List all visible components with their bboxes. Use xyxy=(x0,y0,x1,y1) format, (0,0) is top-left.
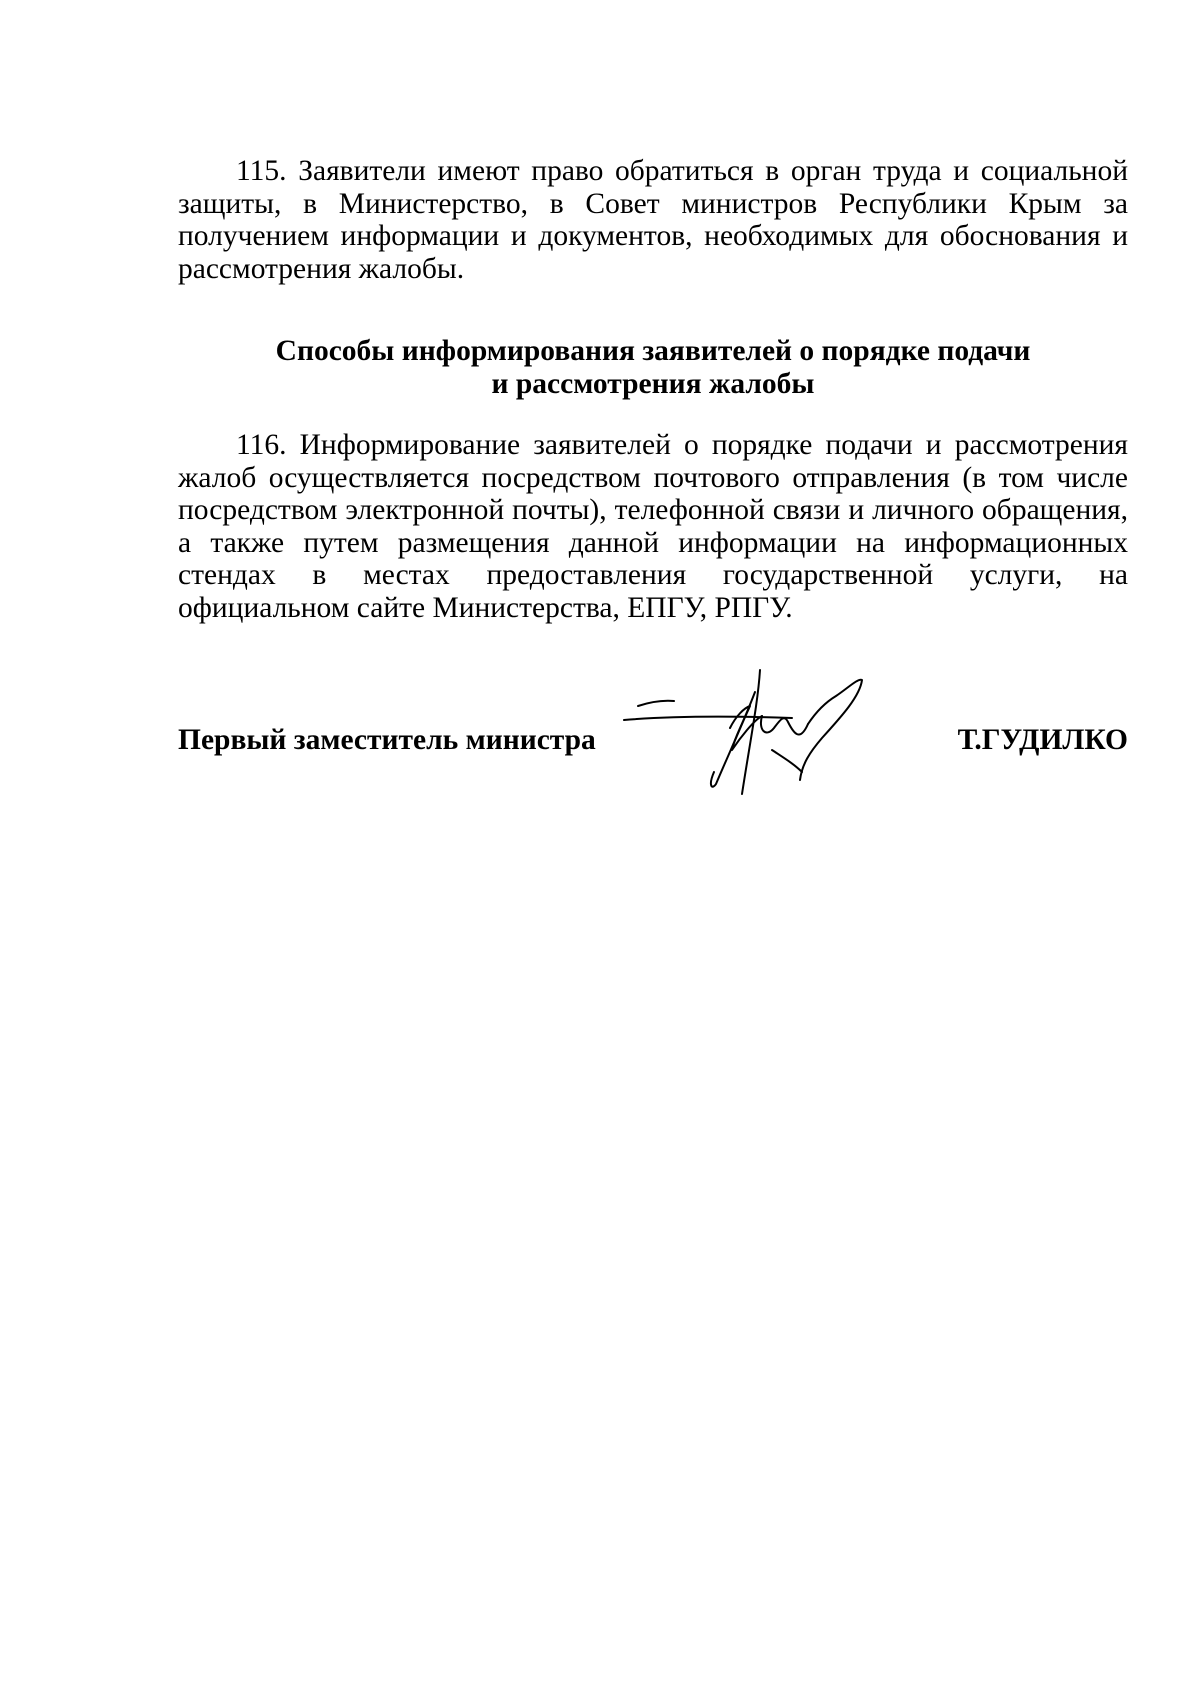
section-heading-line-2: и рассмотрения жалобы xyxy=(491,368,815,400)
paragraph-116: 116. Информирование заявителей о порядке подачи и рассмотрения жалоб осуществляется посредством почтового отправления (в том числе посредством электронной почты), телефонной связи и личного обращения, а также путем размещения данной информации на информационных стендах в местах предоставления государственной услуги, на официальном сайте Министерства, ЕПГУ, РПГУ. xyxy=(178,429,1128,624)
signatory-name: Т.ГУДИЛКО xyxy=(957,724,1128,756)
section-heading-line-1: Способы информирования заявителей о порядке подачи xyxy=(275,335,1031,367)
paragraph-115: 115. Заявители имеют право обратиться в орган труда и социальной защиты, в Министерство, в Совет министров Республики Крым за получением информации и документов, необходимых для обоснования и рассмотрения жалобы. xyxy=(178,155,1128,285)
signatory-position: Первый заместитель министра xyxy=(178,724,596,756)
handwritten-signature-icon xyxy=(622,668,884,798)
section-heading xyxy=(178,335,1128,401)
